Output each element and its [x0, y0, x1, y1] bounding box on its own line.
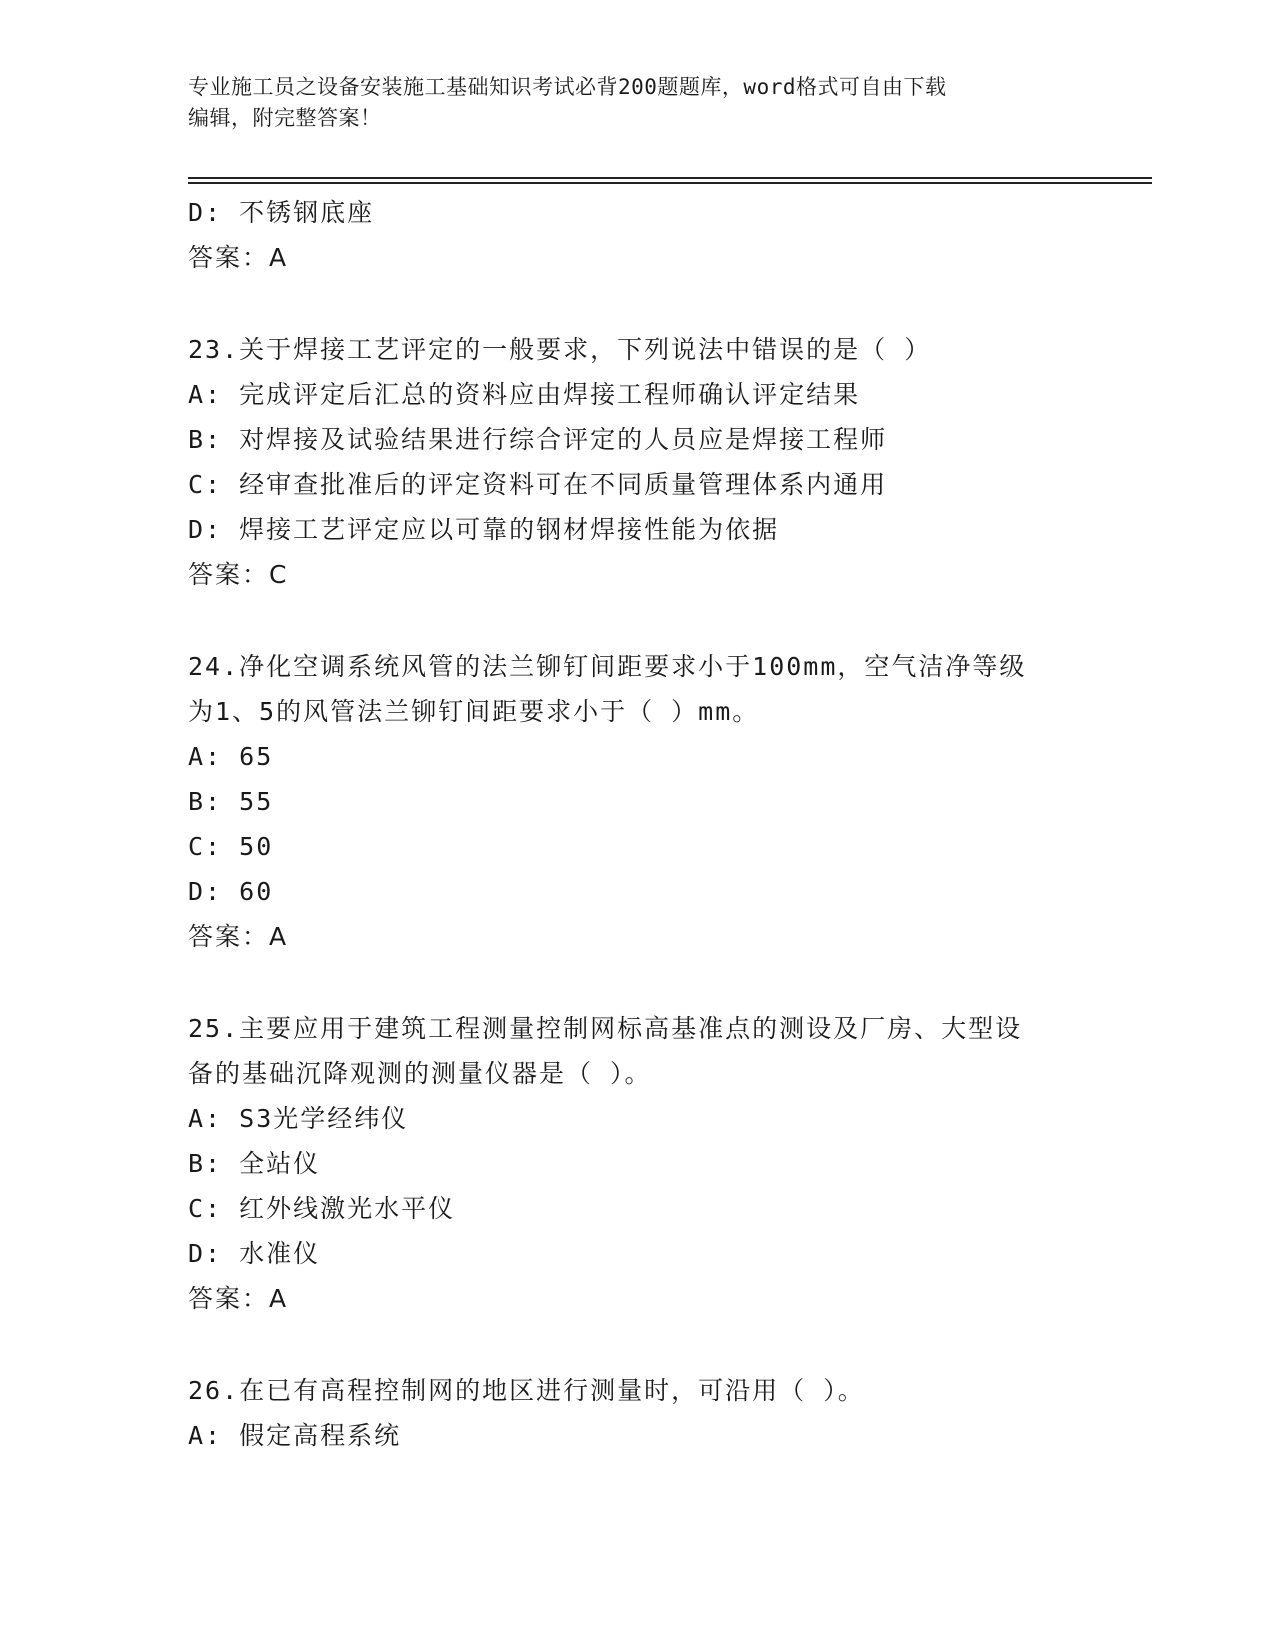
option-a: A: 假定高程系统 — [188, 1421, 402, 1450]
option-b: B: 对焊接及试验结果进行综合评定的人员应是焊接工程师 — [188, 425, 888, 454]
question-text-line-1: 24.净化空调系统风管的法兰铆钉间距要求小于100mm，空气洁净等级 — [188, 652, 1027, 681]
header-divider-top — [188, 177, 1152, 179]
question-24 — [188, 644, 1088, 959]
header-line-1: 专业施工员之设备安装施工基础知识考试必背200题题库，word格式可自由下载 — [188, 75, 947, 99]
question-text-line-2: 为1、5的风管法兰铆钉间距要求小于（ ）mm。 — [188, 697, 760, 726]
option-c: C: 经审查批准后的评定资料可在不同质量管理体系内通用 — [188, 470, 888, 499]
question-text: 26.在已有高程控制网的地区进行测量时，可沿用（ ）。 — [188, 1376, 865, 1405]
previous-question-tail — [188, 190, 1088, 280]
option-a: A: S3光学经纬仪 — [188, 1104, 409, 1133]
option-b: B: 全站仪 — [188, 1149, 321, 1178]
answer-line: 答案：A — [188, 243, 289, 272]
header-line-2: 编辑，附完整答案！ — [188, 106, 382, 130]
option-a: A: 65 — [188, 742, 274, 771]
answer-line: 答案：A — [188, 1284, 289, 1313]
option-d: D: 水准仪 — [188, 1239, 321, 1268]
header-divider-bottom — [188, 182, 1152, 184]
question-23 — [188, 327, 1088, 597]
question-text-line-2: 备的基础沉降观测的测量仪器是（ ）。 — [188, 1059, 652, 1088]
question-25 — [188, 1006, 1088, 1321]
question-text: 23.关于焊接工艺评定的一般要求，下列说法中错误的是（ ） — [188, 335, 932, 364]
question-content — [188, 190, 1088, 1458]
option-b: B: 55 — [188, 787, 274, 816]
option-d: D: 焊接工艺评定应以可靠的钢材焊接性能为依据 — [188, 515, 780, 544]
option-c: C: 红外线激光水平仪 — [188, 1194, 456, 1223]
option-d: D: 不锈钢底座 — [188, 198, 375, 227]
question-26 — [188, 1368, 1088, 1458]
answer-line: 答案：A — [188, 922, 289, 951]
option-c: C: 50 — [188, 832, 274, 861]
document-header — [188, 72, 1088, 134]
question-text-line-1: 25.主要应用于建筑工程测量控制网标高基准点的测设及厂房、大型设 — [188, 1014, 1023, 1043]
option-a: A: 完成评定后汇总的资料应由焊接工程师确认评定结果 — [188, 380, 861, 409]
answer-line: 答案：C — [188, 560, 289, 589]
option-d: D: 60 — [188, 877, 274, 906]
